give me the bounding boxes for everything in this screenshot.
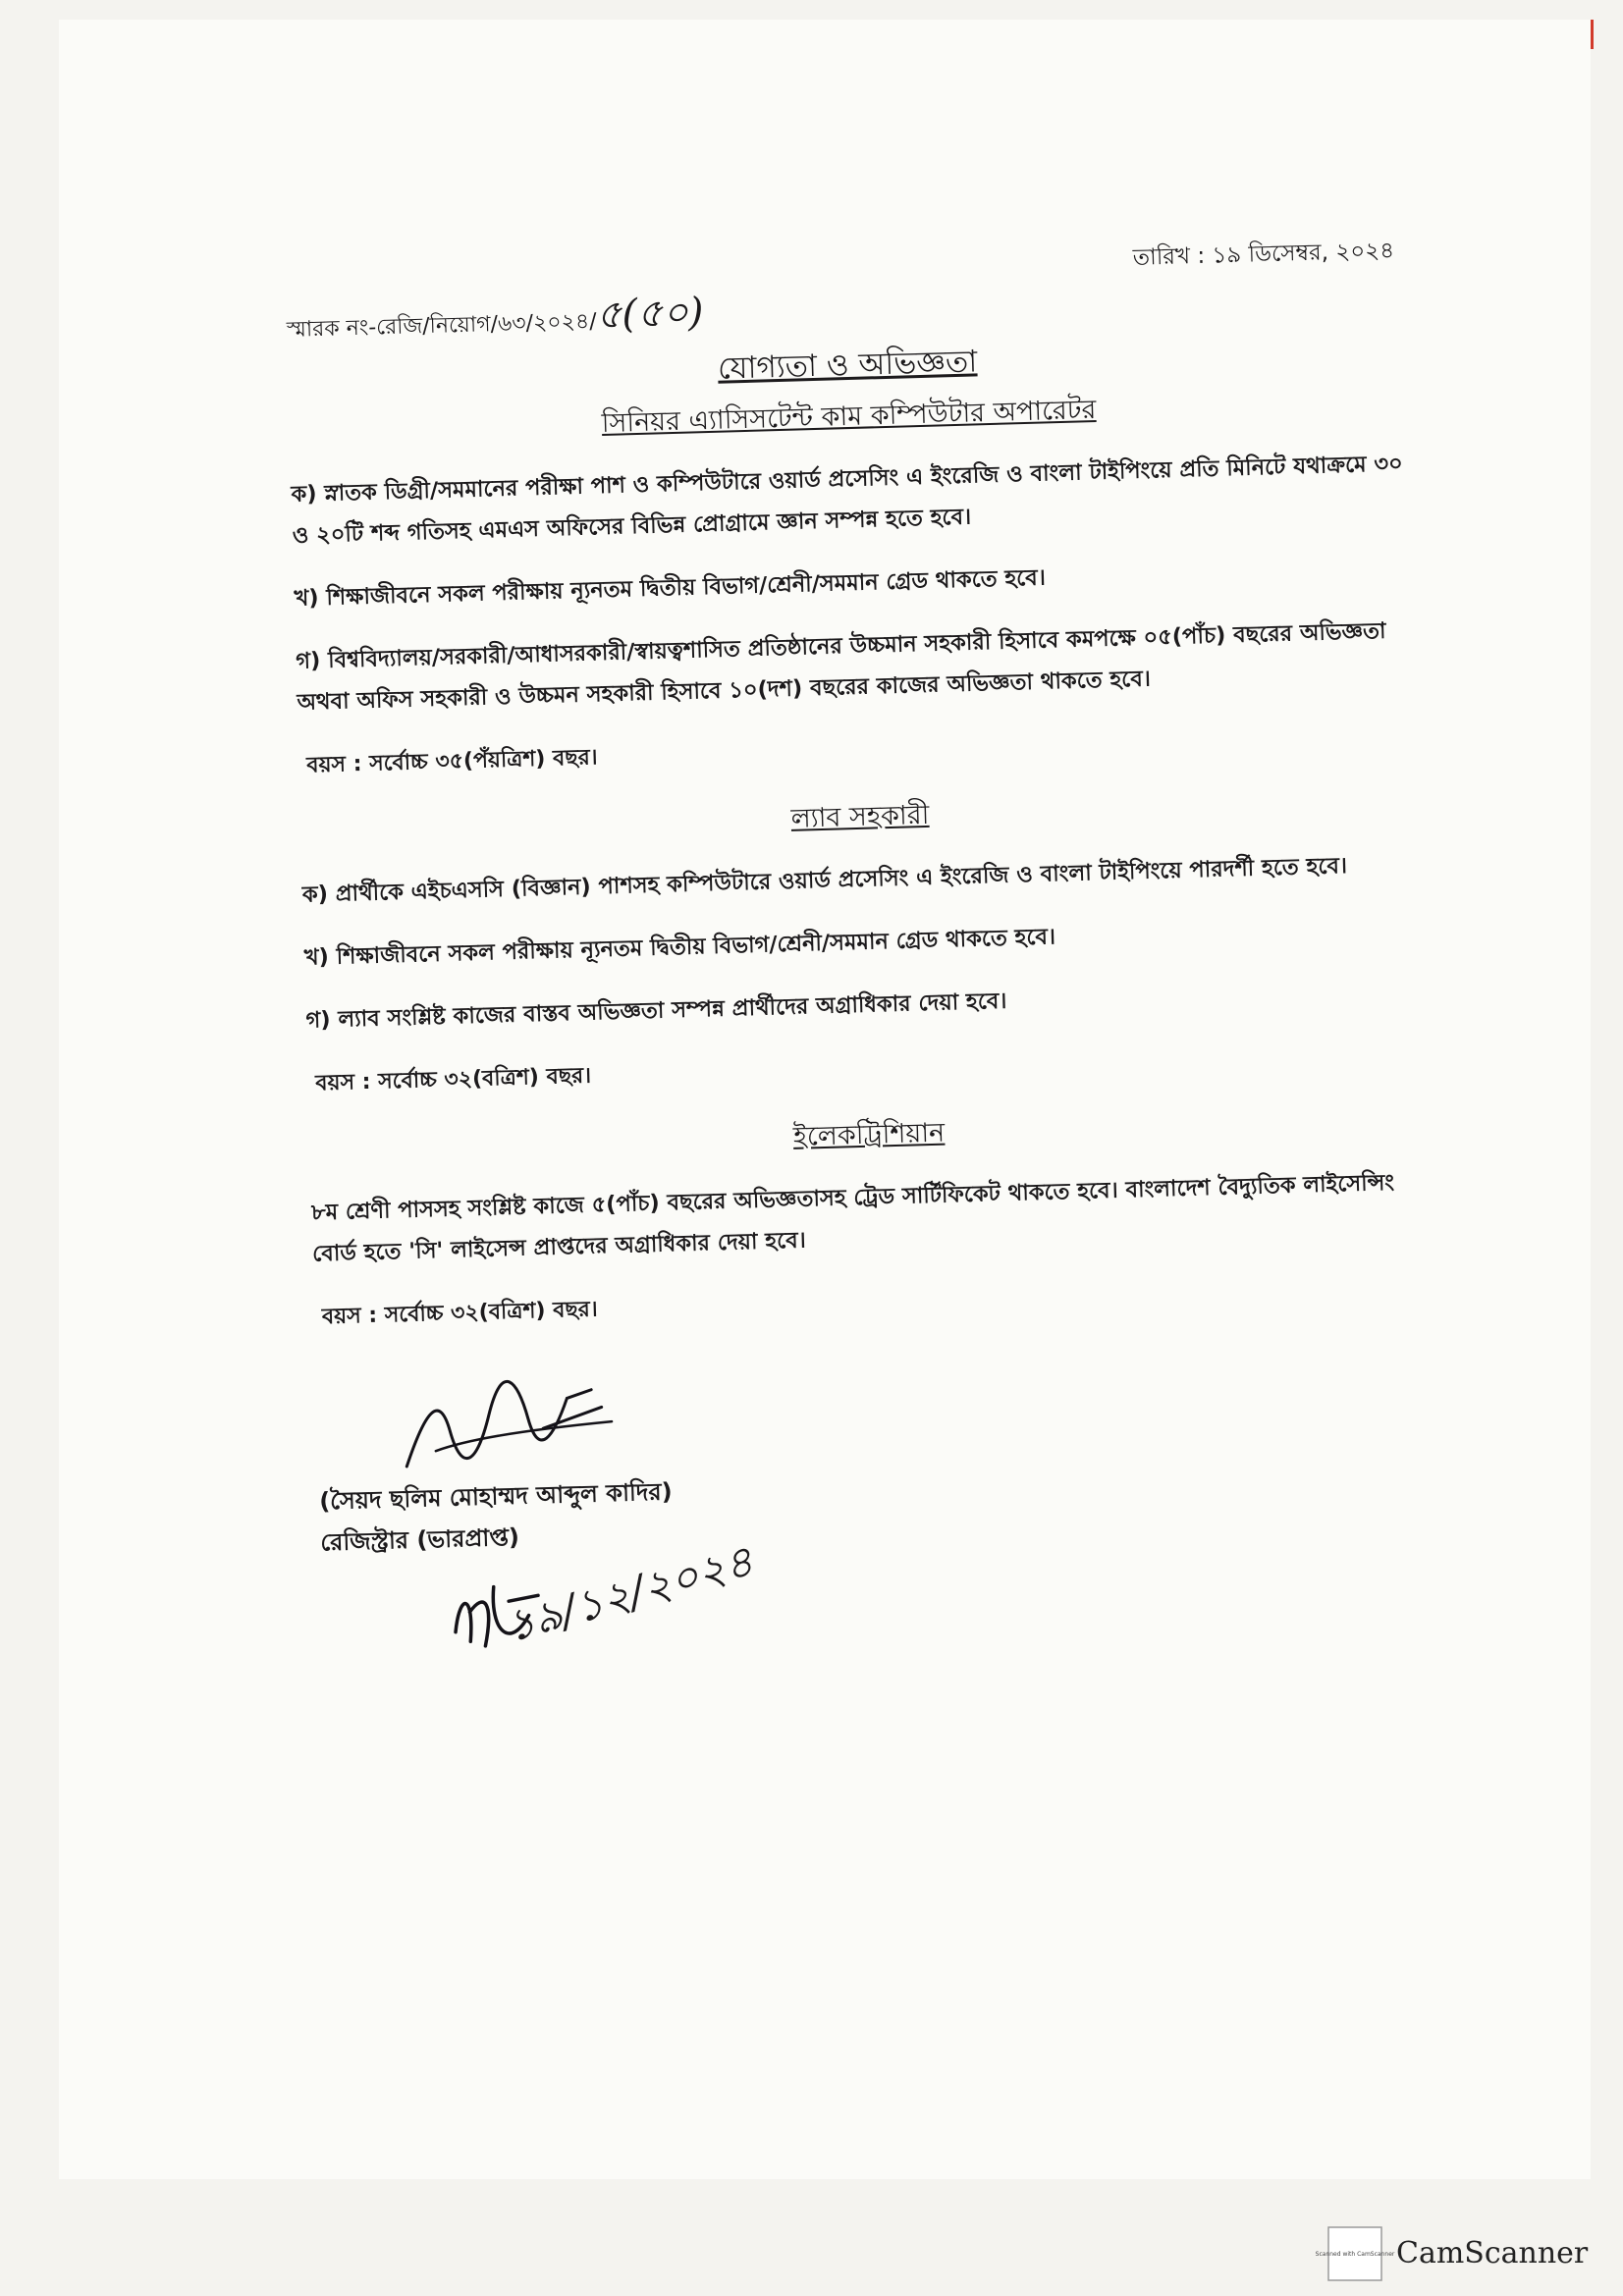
document-body bbox=[285, 232, 1443, 1699]
requirement-item: ক) প্রার্থীকে এইচএসসি (বিজ্ঞান) পাশসহ কম্পিউটারে ওয়ার্ড প্রসেসিং এ ইংরেজি ও বাংলা টাইপিংয়ে পারদর্শী হতে হবে। bbox=[301, 853, 1348, 908]
camscanner-logo-text: Scanned with CamScanner bbox=[1315, 2251, 1395, 2258]
requirement-item: ৮ম শ্রেণী পাসসহ সংশ্লিষ্ট কাজে ৫(পাঁচ) বছরের অভিজ্ঞতাসহ ট্রেড সার্টিফিকেট থাকতে হবে। বাংলাদেশ বৈদ্যুতিক লাইসেন্সিং বোর্ড হতে 'সি' লাইসেন্স প্রাপ্তদের অগ্রাধিকার দেয়া হবে। bbox=[310, 1169, 1395, 1267]
signature-mark bbox=[395, 1367, 623, 1481]
handwritten-date: ১৯/১২/২০২৪ bbox=[501, 1535, 759, 1653]
requirement-item: খ) শিক্ষাজীবনে সকল পরীক্ষায় ন্যূনতম দ্বিতীয় বিভাগ/শ্রেনী/সমমান গ্রেড থাকতে হবে। bbox=[294, 564, 1047, 612]
memo-handwritten: ৫(৫০) bbox=[595, 290, 705, 339]
document-title: যোগ্যতা ও অভিজ্ঞতা bbox=[717, 344, 978, 387]
document-date: তারিখ : ১৯ ডিসেম্বর, ২০২৪ bbox=[1132, 238, 1395, 271]
section-title-electrician: ইলেকট্রিশিয়ান bbox=[792, 1117, 946, 1152]
requirement-item: গ) বিশ্ববিদ্যালয়/সরকারী/আধাসরকারী/স্বায়ত্বশাসিত প্রতিষ্ঠানের উচ্চমান সহকারী হিসাবে কমপক্ষে ০৫(পাঁচ) বছরের অভিজ্ঞতা অথবা অফিস সহকারী ও উচ্চমন সহকারী হিসাবে ১০(দশ) বছরের কাজের অভিজ্ঞতা থাকতে হবে। bbox=[295, 617, 1386, 716]
age-limit: বয়স : সর্বোচ্চ ৩২(বত্রিশ) বছর। bbox=[321, 1297, 599, 1330]
section-title-lab-assistant: ল্যাব সহকারী bbox=[790, 799, 930, 834]
requirement-item: ক) স্নাতক ডিগ্রী/সমমানের পরীক্ষা পাশ ও কম্পিউটারে ওয়ার্ড প্রসেসিং এ ইংরেজি ও বাংলা টাইপিংয়ে প্রতি মিনিটে যথাক্রমে ৩০ ও ২০টি শব্দ গতিসহ এমএস অফিসের বিভিন্ন প্রোগ্রামে জ্ঞান সম্পন্ন হতে হবে। bbox=[291, 451, 1404, 549]
camscanner-logo-icon bbox=[1315, 2226, 1395, 2281]
camscanner-label: CamScanner bbox=[1396, 2236, 1589, 2270]
age-limit: বয়স : সর্বোচ্চ ৩২(বত্রিশ) বছর। bbox=[315, 1063, 592, 1096]
signatory-name: (সৈয়দ ছলিম মোহাম্মদ আব্দুল কাদির) bbox=[318, 1477, 673, 1516]
memo-number: স্মারক নং-রেজি/নিয়োগ/৬৩/২০২৪/ bbox=[286, 309, 597, 343]
page-edge-mark bbox=[1591, 20, 1594, 49]
signature-block bbox=[316, 1355, 1443, 1700]
memo-reference bbox=[286, 281, 705, 358]
signatory-designation: রেজিস্ট্রার (ভারপ্রাপ্ত) bbox=[320, 1522, 520, 1557]
requirement-item: খ) শিক্ষাজীবনে সকল পরীক্ষায় ন্যূনতম দ্বিতীয় বিভাগ/শ্রেনী/সমমান গ্রেড থাকতে হবে। bbox=[303, 924, 1056, 971]
age-limit: বয়স : সর্বোচ্চ ৩৫(পঁয়ত্রিশ) বছর। bbox=[305, 745, 598, 778]
section-title-senior-assistant: সিনিয়র এ্যাসিসটেন্ট কাম কম্পিউটার অপারেটর bbox=[601, 394, 1097, 440]
requirement-item: গ) ল্যাব সংশ্লিষ্ট কাজের বাস্তব অভিজ্ঞতা সম্পন্ন প্রার্থীদের অগ্রাধিকার দেয়া হবে। bbox=[305, 988, 1007, 1034]
